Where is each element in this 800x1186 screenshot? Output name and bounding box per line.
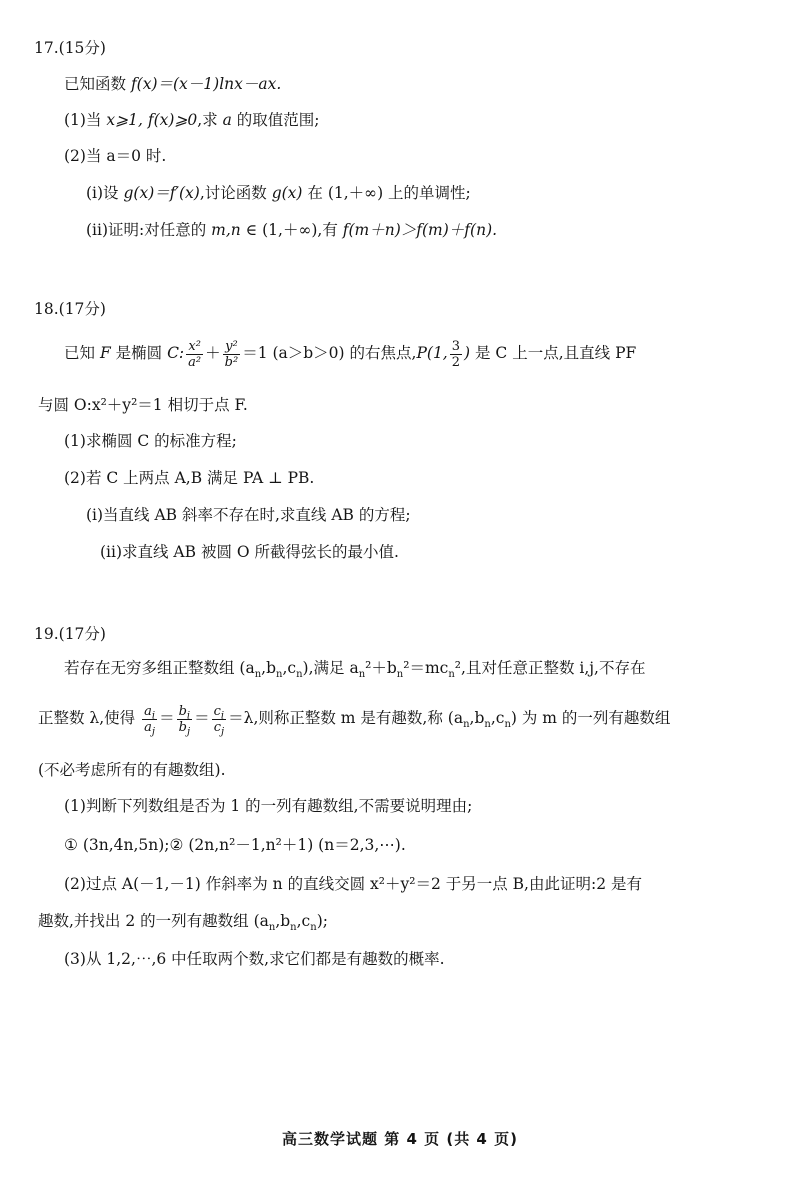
- page-footer: 高三数学试题 第 4 页 (共 4 页): [282, 1130, 518, 1148]
- q17-header: 17.(15分): [34, 39, 106, 57]
- q19-stem-line3: (不必考虑所有的有趣数组).: [38, 761, 226, 779]
- q17-part2: (2)当 a＝0 时.: [64, 147, 167, 165]
- q18-stem: 已知 F 是椭圆 C: $\frac{\text{x²}}{\text{a²}}$ ＋ $\frac{\text{y²}}{\text{b²}}$ ＝1 (a＞b＞0) 的右焦点,P(1, $\frac{3}{2}$ ) 是 C 上一点,且直线 PF: [64, 338, 637, 370]
- q18-header: 18.(17分): [34, 300, 106, 318]
- q19-part3: (3)从 1,2,⋯,6 中任取两个数,求它们都是有趣数的概率.: [64, 950, 445, 968]
- ratio-c-fraction: $\frac{c_i}{c_j}$: [213, 703, 225, 738]
- ratio-b-fraction: $\frac{b_i}{b_j}$: [178, 703, 191, 738]
- q18-part1: (1)求椭圆 C 的标准方程;: [64, 432, 237, 450]
- q19-part1-list: ① (3n,4n,5n);② (2n,n²－1,n²＋1) (n＝2,3,⋯).: [64, 836, 406, 854]
- q18-part2: (2)若 C 上两点 A,B 满足 PA ⊥ PB.: [64, 469, 315, 487]
- q19-stem-line2: 正整数 λ,使得 $\frac{a_i}{a_j}$ ＝ $\frac{b_i}{b_j}$ ＝ $\frac{c_i}{c_j}$ ＝λ,则称正整数 m 是有趣数,称 $(a_n,b_n,c_n)$ 为 m 的一列有趣数组: [38, 703, 671, 738]
- q18-part2-ii: (ii)求直线 AB 被圆 O 所截得弦长的最小值.: [100, 543, 399, 561]
- q18-stem-cont: 与圆 O:x²＋y²＝1 相切于点 F.: [38, 396, 248, 414]
- q19-part2-cont: 趣数,并找出 2 的一列有趣数组 $(a_n,b_n,c_n)$;: [38, 912, 328, 934]
- q18-part2-i: (i)当直线 AB 斜率不存在时,求直线 AB 的方程;: [86, 506, 411, 524]
- q17-part1: (1)当 x⩾1, f(x)⩾0,求 a 的取值范围;: [64, 111, 320, 129]
- q19-part2: (2)过点 A(－1,－1) 作斜率为 n 的直线交圆 x²＋y²＝2 于另一点 B,由此证明:2 是有: [64, 875, 642, 893]
- ratio-a-fraction: $\frac{a_i}{a_j}$: [144, 703, 156, 738]
- point-p-fraction: $\frac{3}{2}$: [451, 338, 461, 370]
- q17-part2-i: (i)设 g(x)＝f′(x),讨论函数 g(x) 在 (1,＋∞) 上的单调性;: [86, 184, 471, 202]
- q19-stem-line1: 若存在无穷多组正整数组 $(a_n,b_n,c_n)$,满足 $a_n^2+b_n^2=mc_n^2$,且对任意正整数 i,j,不存在: [64, 659, 646, 681]
- q17-stem: 已知函数 f(x)＝(x－1)lnx－ax.: [64, 75, 282, 93]
- ellipse-x-fraction: $\frac{\text{x²}}{\text{a²}}$: [188, 338, 202, 370]
- q19-header: 19.(17分): [34, 625, 106, 643]
- ellipse-y-fraction: $\frac{\text{y²}}{\text{b²}}$: [224, 338, 239, 370]
- q17-part2-ii: (ii)证明:对任意的 m,n ∈ (1,＋∞),有 f(m＋n)＞f(m)＋f(n).: [86, 221, 498, 239]
- q19-part1: (1)判断下列数组是否为 1 的一列有趣数组,不需要说明理由;: [64, 797, 473, 815]
